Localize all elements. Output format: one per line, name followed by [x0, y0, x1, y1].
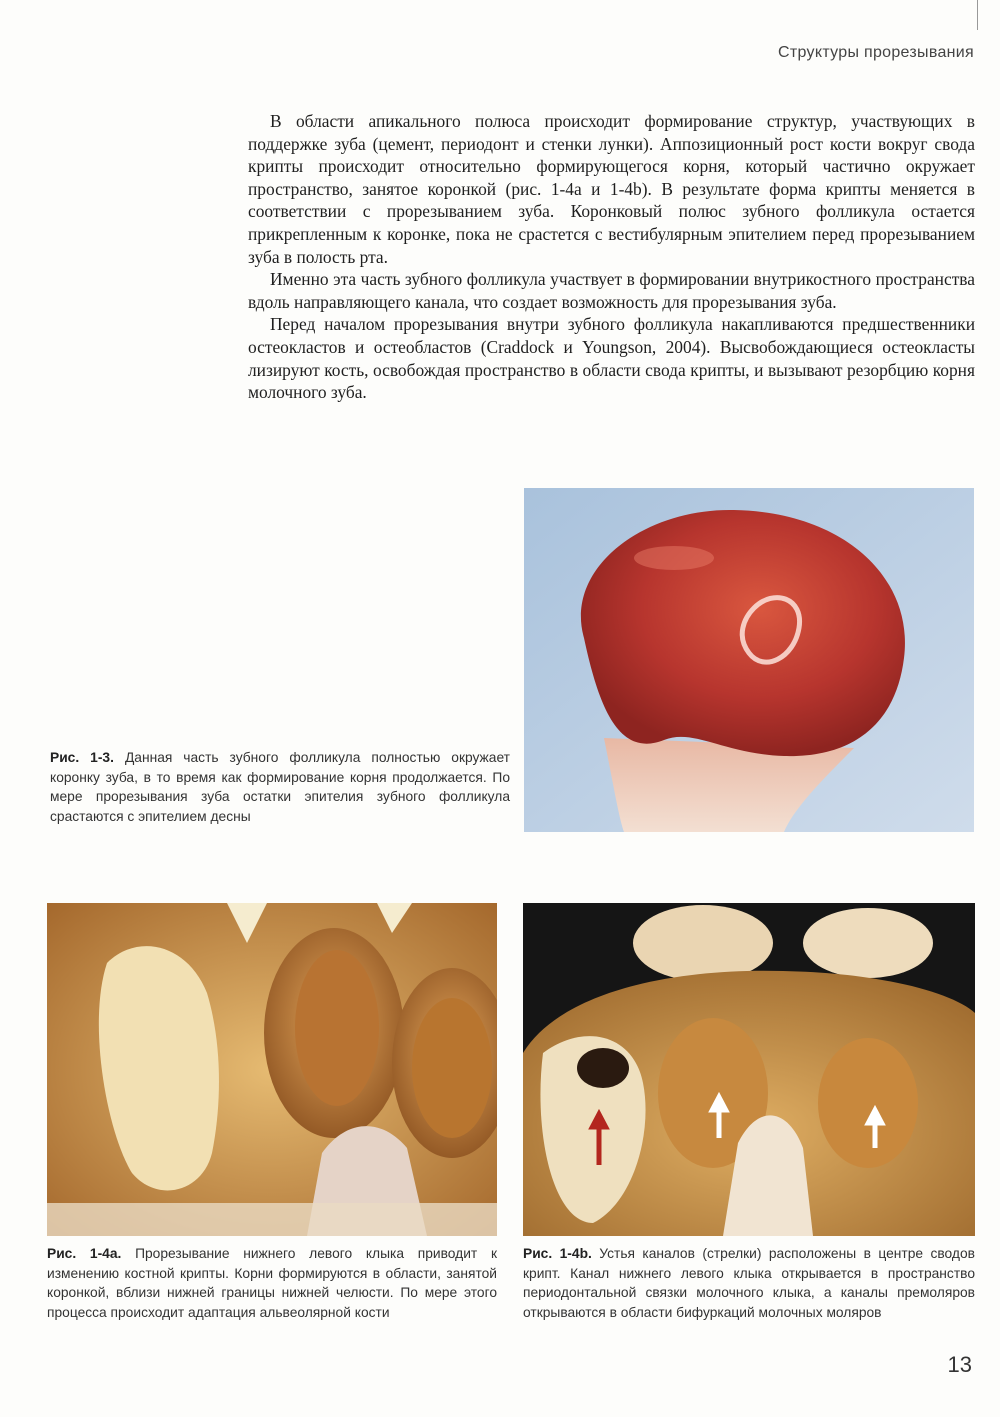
figure-1-4b-caption — [523, 1244, 975, 1322]
main-text — [248, 110, 975, 404]
running-head: Структуры прорезывания — [778, 44, 974, 61]
paragraph: Перед началом прорезывания внутри зубного фолликула накапливаются предшественники остеокластов и остеобластов (Craddock и Youngson, 2004). Высвобождающиеся остеокласты лизируют кость, освобождая пространство в области свода крипты, и вызывают резорбцию корня молочного зуба. — [248, 314, 975, 403]
figure-1-4b-photo — [523, 903, 975, 1236]
caption-text: Данная часть зубного фолликула полностью окружает коронку зуба, в то время как формирование корня продолжается. По мере прорезывания зуба остатки эпителия зубного фолликула срастаются с эпителием десны — [50, 750, 510, 824]
figure-1-4a-photo — [47, 903, 497, 1236]
figure-label: Рис. 1-4b. — [523, 1246, 592, 1261]
caption-text: Прорезывание нижнего левого клыка приводит к изменению костной крипты. Корни формируются в области, занятой коронкой, вблизи нижней границы нижней челюсти. По мере этого процесса происходит адаптация альвеолярной кости — [47, 1246, 497, 1320]
crypt-photo — [47, 903, 497, 1236]
paragraph: Именно эта часть зубного фолликула участвует в формировании внутрикостного пространства вдоль направляющего канала, что создает возможность для прорезывания зуба. — [248, 269, 975, 312]
follicle-photo — [524, 488, 974, 832]
figure-1-3-caption — [50, 748, 510, 826]
paragraph: В области апикального полюса происходит формирование структур, участвующих в поддержке зуба (цемент, периодонт и стенки лунки). Аппозиционный рост кости вокруг свода крипты происходит относительно формирующегося корня, который частично окружает пространство, занятое коронкой (рис. 1-4a и 1-4b). В результате форма крипты меняется в соответствии с прорезыванием зуба. Коронковый полюс зубного фолликула остается прикрепленным к коронке, пока не срастется с вестибулярным эпителием перед прорезыванием зуба в полость рта. — [248, 111, 975, 267]
header-rule — [977, 0, 978, 30]
crypt-arrows-photo — [523, 903, 975, 1236]
page-number: 13 — [947, 1352, 972, 1377]
figure-label: Рис. 1-4a. — [47, 1246, 122, 1261]
caption-text: Устья каналов (стрелки) расположены в центре сводов крипт. Канал нижнего левого клыка открывается в пространство периодонтальной связки молочного клыка, а каналы премоляров открываются в области бифуркаций молочных моляров — [523, 1246, 975, 1320]
figure-1-4a-caption — [47, 1244, 497, 1322]
figure-1-3-photo — [524, 488, 974, 832]
figure-label: Рис. 1-3. — [50, 750, 114, 765]
